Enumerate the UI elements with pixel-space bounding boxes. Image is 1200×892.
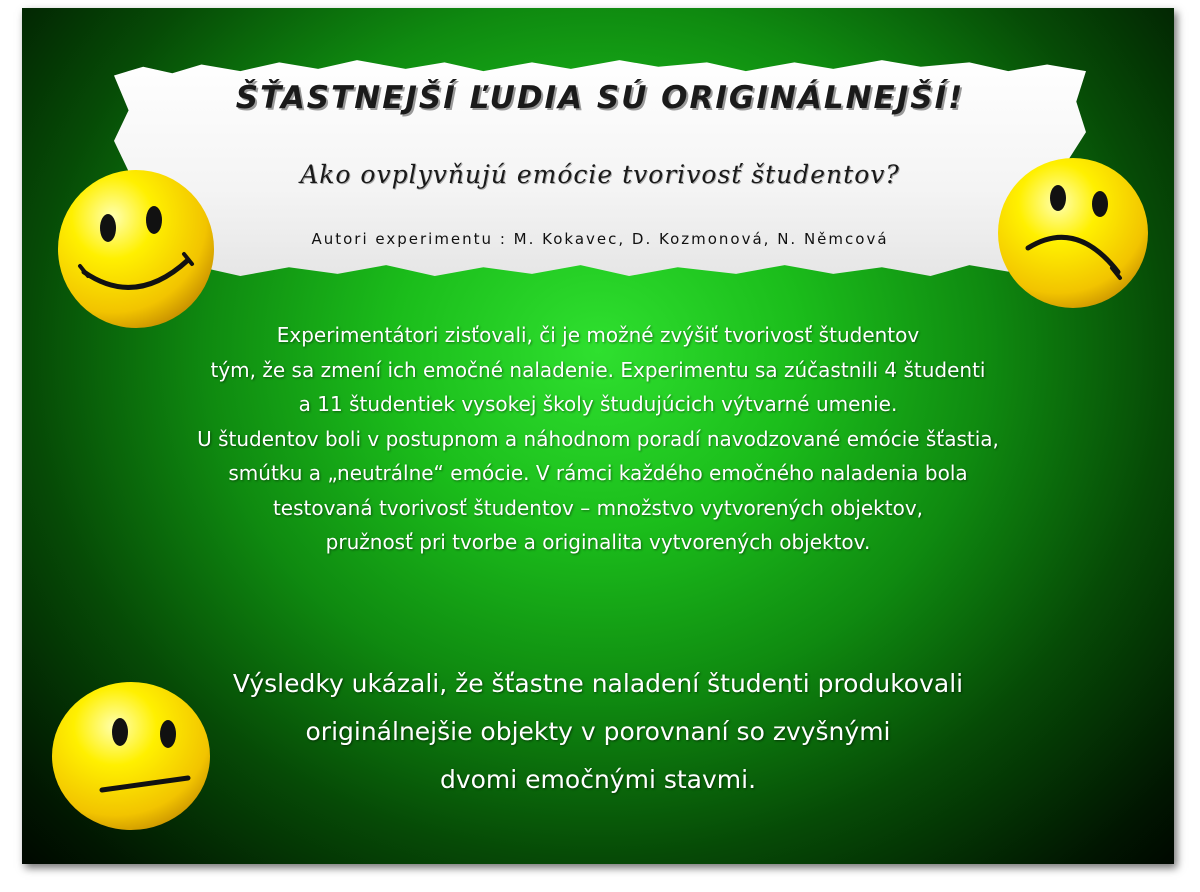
- result-line: Výsledky ukázali, že šťastne naladení študenti produkovali: [232, 669, 964, 698]
- description-line: Experimentátori zisťovali, či je možné zvýšiť tvorivosť študentov: [276, 323, 920, 347]
- smiley-sad-icon: [996, 156, 1150, 310]
- authors-line: Autori experimentu : M. Kokavec, D. Kozmonová, N. Němcová: [311, 230, 889, 248]
- result-line: originálnejšie objekty v porovnaní so zvyšnými: [305, 717, 891, 746]
- result-line: dvomi emočnými stavmi.: [439, 765, 757, 794]
- description-line: smútku a „neutrálne“ emócie. V rámci každého emočného naladenia bola: [228, 461, 968, 485]
- poster-background: [22, 8, 1174, 864]
- description-line: tým, že sa zmení ich emočné naladenie. Experimentu sa zúčastnili 4 študenti: [210, 357, 986, 382]
- description-line: a 11 študentiek vysokej školy študujúcich výtvarné umenie.: [298, 392, 898, 416]
- results-summary: [102, 660, 1094, 804]
- poster-subtitle: Ako ovplyvňujú emócie tvorivosť študentov?: [300, 160, 900, 189]
- description-line: pružnosť pri tvorbe a originalita vytvorených objektov.: [325, 530, 871, 554]
- smiley-happy-icon: [56, 168, 216, 330]
- description-line: U študentov boli v postupnom a náhodnom poradí navodzované emócie šťastia,: [197, 426, 999, 451]
- description-line: testovaná tvorivosť študentov – množstvo vytvorených objektov,: [272, 495, 924, 520]
- poster-title: ŠŤASTNEJŠÍ ĽUDIA SÚ ORIGINÁLNEJŠÍ!: [235, 80, 965, 116]
- experiment-description: [102, 318, 1094, 560]
